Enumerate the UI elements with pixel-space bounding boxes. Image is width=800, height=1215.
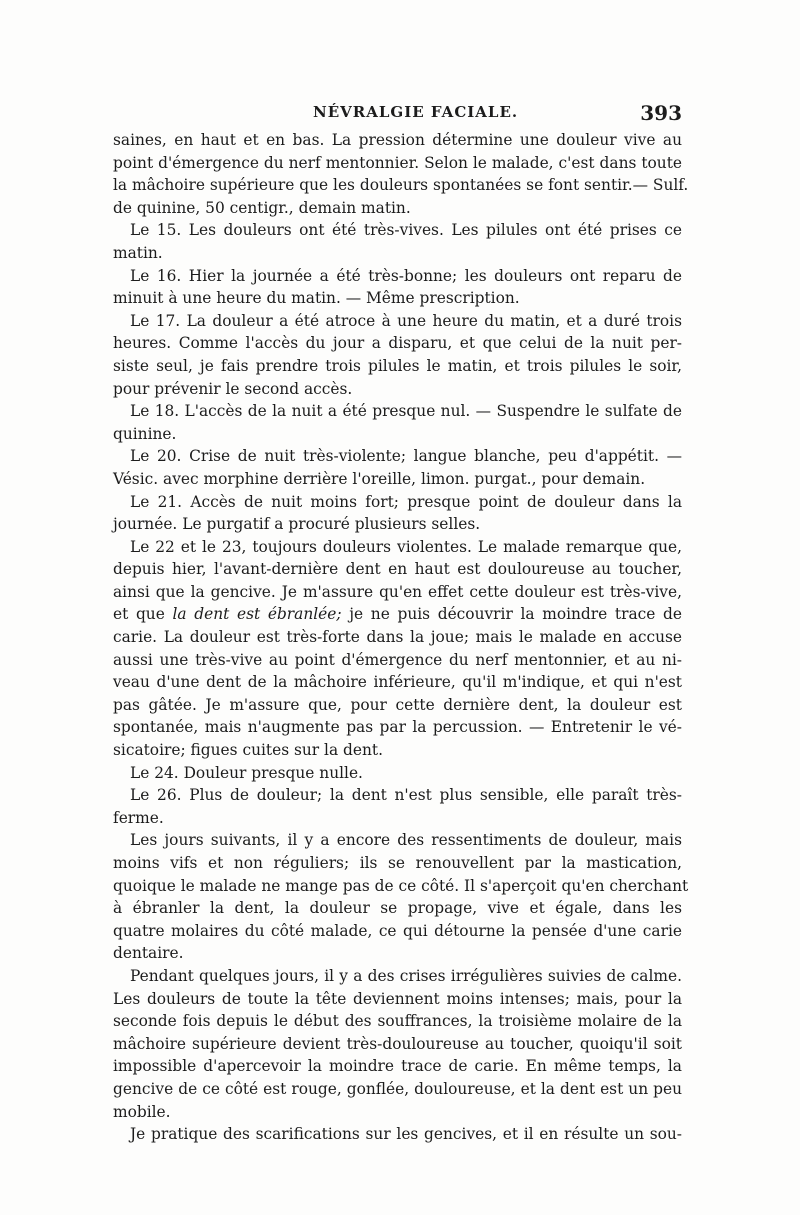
- text-line: Les douleurs de toute la tête deviennent moins intenses; mais, pour la: [113, 989, 682, 1008]
- text-line: point d'émergence du nerf mentonnier. Selon le malade, c'est dans toute: [113, 153, 682, 172]
- text-line: Le 26. Plus de douleur; la dent n'est plus sensible, elle paraît très-: [130, 786, 682, 805]
- text-line: quinine.: [113, 424, 177, 443]
- text-line: quatre molaires du côté malade, ce qui détourne la pensée d'une carie: [113, 921, 682, 940]
- text-line: pas gâtée. Je m'assure que, pour cette dernière dent, la douleur est: [113, 695, 682, 714]
- text-line: seconde fois depuis le début des souffrances, la troisième molaire de la: [113, 1012, 682, 1031]
- text-line: Les jours suivants, il y a encore des ressentiments de douleur, mais: [130, 831, 682, 850]
- text-line: la mâchoire supérieure que les douleurs spontanées se font sentir.— Sulf.: [113, 176, 689, 195]
- text-line: à ébranler la dent, la douleur se propage, vive et égale, dans les: [113, 899, 682, 918]
- running-title: NÉVRALGIE FACIALE.: [313, 103, 519, 121]
- text-line: pour prévenir le second accès.: [113, 379, 353, 398]
- body-text: [113, 129, 689, 1146]
- text-line: ainsi que la gencive. Je m'assure qu'en effet cette douleur est très-vive,: [113, 582, 682, 601]
- text-line: Vésic. avec morphine derrière l'oreille, limon. purgat., pour demain.: [113, 469, 646, 488]
- text-segment: et que: [113, 605, 165, 624]
- text-line: depuis hier, l'avant-dernière dent en haut est douloureuse au toucher,: [113, 560, 682, 579]
- text-segment: je ne puis découvrir la moindre trace de: [349, 605, 682, 624]
- page-number: 393: [640, 101, 682, 125]
- text-line: mobile.: [113, 1102, 171, 1121]
- text-line: impossible d'apercevoir la moindre trace de carie. En même temps, la: [113, 1057, 682, 1076]
- text-line: siste seul, je fais prendre trois pilules le matin, et trois pilules le soir,: [113, 356, 682, 375]
- text-line: journée. Le purgatif a procuré plusieurs selles.: [113, 515, 481, 534]
- text-line: dentaire.: [113, 944, 184, 963]
- text-line: Le 16. Hier la journée a été très-bonne; les douleurs ont reparu de: [130, 266, 682, 285]
- text-line: minuit à une heure du matin. — Même prescription.: [113, 289, 520, 308]
- text-line: ferme.: [113, 808, 164, 827]
- page-header: [113, 101, 682, 127]
- text-line: gencive de ce côté est rouge, gonflée, douloureuse, et la dent est un peu: [113, 1079, 682, 1098]
- text-line: Je pratique des scarifications sur les gencives, et il en résulte un sou-: [130, 1125, 682, 1144]
- text-line: Le 15. Les douleurs ont été très-vives. Les pilules ont été prises ce: [130, 221, 682, 240]
- text-line: sicatoire; figues cuites sur la dent.: [113, 741, 383, 760]
- text-line: carie. La douleur est très-forte dans la joue; mais le malade en accuse: [113, 628, 682, 647]
- text-line: Le 22 et le 23, toujours douleurs violentes. Le malade remarque que,: [130, 537, 682, 556]
- text-line: Le 24. Douleur presque nulle.: [130, 763, 363, 782]
- text-line: Le 21. Accès de nuit moins fort; presque point de douleur dans la: [130, 492, 682, 511]
- text-line: heures. Comme l'accès du jour a disparu, et que celui de la nuit per-: [113, 334, 682, 353]
- text-line: moins vifs et non réguliers; ils se renouvellent par la mastication,: [113, 854, 682, 872]
- text-line: aussi une très-vive au point d'émergence du nerf mentonnier, et au ni-: [113, 650, 682, 669]
- text-line: quoique le malade ne mange pas de ce côté. Il s'aperçoit qu'en cherchant: [113, 876, 689, 895]
- text-line: matin.: [113, 243, 163, 262]
- text-line: saines, en haut et en bas. La pression détermine une douleur vive au: [113, 131, 682, 149]
- text-line: Pendant quelques jours, il y a des crises irrégulières suivies de calme.: [130, 966, 682, 985]
- text-line: de quinine, 50 centigr., demain matin.: [113, 198, 411, 217]
- text-line: Le 20. Crise de nuit très-violente; langue blanche, peu d'appétit. —: [130, 447, 682, 466]
- text-line: Le 17. La douleur a été atroce à une heure du matin, et a duré trois: [130, 311, 682, 330]
- text-line: spontanée, mais n'augmente pas par la percussion. — Entretenir le vé-: [113, 718, 682, 737]
- text-line-with-italic: [113, 603, 682, 626]
- italic-phrase: la dent est ébranlée;: [172, 605, 342, 624]
- text-line: Le 18. L'accès de la nuit a été presque nul. — Suspendre le sulfate de: [130, 402, 682, 421]
- text-line: veau d'une dent de la mâchoire inférieure, qu'il m'indique, et qui n'est: [113, 673, 682, 692]
- text-line: mâchoire supérieure devient très-douloureuse au toucher, quoiqu'il soit: [113, 1034, 682, 1053]
